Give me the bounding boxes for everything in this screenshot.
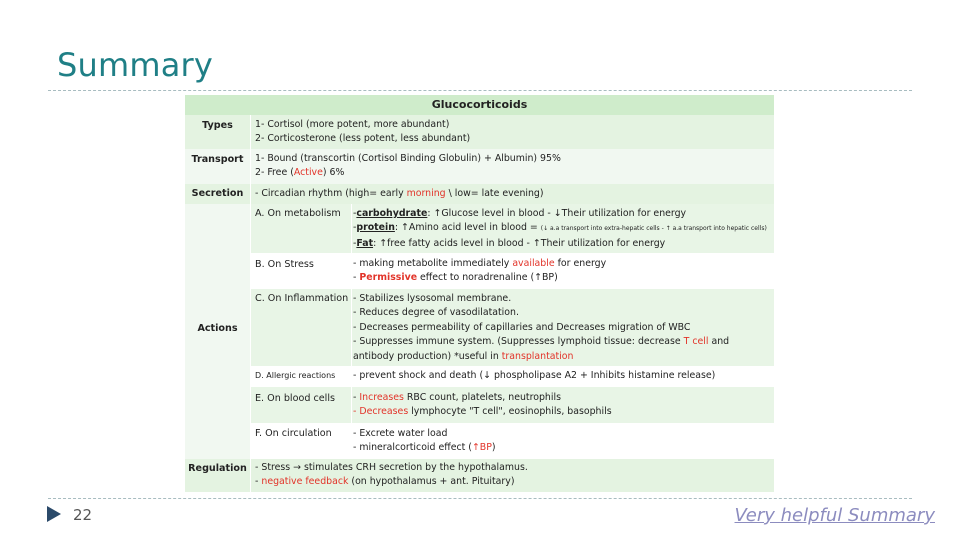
inflammation-line-2: - Reduces degree of vasodilatation. [353,307,519,319]
column-divider [250,115,251,492]
text: ) 6% [322,167,345,179]
row-label-regulation: Regulation [188,463,247,474]
text: - [353,392,360,403]
highlight-bp: ↑BP [471,442,492,454]
text: and [708,336,730,348]
regulation-content [255,461,770,490]
sub-circulation: F. On circulation [255,428,332,439]
text: - [255,476,262,488]
inflammation-line-5 [353,350,772,364]
blood-line-1 [353,391,772,405]
text: - Suppresses immune system. (Suppresses lymphoid tissue: decrease [353,336,684,348]
regulation-line-1: - Stress → stimulates CRH secretion by the hypothalamus. [255,462,528,473]
footer-divider [48,498,912,499]
metabolism-line-3: -Fat: ↑free fatty acids level in blood - ↑Their utilization for energy [353,237,666,249]
text: lymphocyte "T cell", eosinophils, basophils [408,406,612,418]
inflammation-line-1: - Stabilizes lysosomal membrane. [353,293,512,304]
types-line-1: 1- Cortisol (more potent, more abundant) [255,119,450,130]
key-protein: protein [356,222,395,234]
text: 2- Free ( [255,167,294,179]
highlight-decreases: Decreases [359,406,409,418]
types-line-2: 2- Corticosterone (less potent, less abundant) [255,133,471,145]
circulation-content [353,427,772,456]
action-stress [250,253,774,289]
table-header-title: Glucocorticoids [431,98,528,111]
row-label-actions: Actions [197,323,238,334]
text: (on hypothalamus + ant. Pituitary) [348,476,515,488]
sub-metabolism: A. On metabolism [255,208,341,219]
types-content [255,118,770,147]
footer-link[interactable]: Very helpful Summary [734,505,935,526]
text: : ↑Amino acid level in blood = [394,222,541,234]
action-circulation [250,423,774,459]
slide-title: Summary [57,46,214,84]
stress-line-2 [353,271,772,285]
text: RBC count, platelets, neutrophils [403,392,561,403]
key-fat: Fat [356,237,374,249]
text: - [353,406,360,418]
page-number: 22 [73,506,93,524]
sub-allergic: D. Allergic reactions [255,371,336,380]
regulation-line-2 [255,475,770,489]
sub-stress: B. On Stress [255,259,314,270]
action-allergic [250,366,774,387]
text: : ↑free fatty acids level in blood - ↑Their utilization for energy [373,237,666,249]
table-header [185,95,774,115]
text: - Circadian rhythm (high= early [255,188,407,199]
text: \ low= late evening) [445,188,544,199]
row-label-types: Types [202,120,233,131]
text: ) [491,442,496,454]
action-blood-cells [250,387,774,423]
row-secretion [185,184,774,204]
highlight-transplantation: transplantation [501,350,574,362]
blood-content [353,391,772,420]
inflammation-line-4 [353,335,772,349]
highlight-t-cell: T cell [683,336,709,348]
stress-line-1 [353,257,772,271]
secretion-content [255,187,770,201]
sub-inflammation: C. On Inflammation [255,293,349,304]
title-divider [48,90,912,91]
stress-content [353,257,772,286]
inflammation-content [353,292,772,364]
circulation-line-1: - Excrete water load [353,428,448,439]
text: for energy [554,258,607,269]
text: - making metabolite immediately [353,258,513,269]
text: effect to noradrenaline (↑BP) [417,272,558,284]
small-note: (↓ a.a transport into extra-hepatic cells - ↑ a.a transport into hepatic cells) [540,225,767,233]
highlight-increases: Increases [359,392,404,403]
highlight-available: available [512,258,555,269]
transport-content [255,152,770,181]
play-arrow-icon [47,506,61,522]
metabolism-content [353,207,772,251]
action-metabolism [250,204,774,253]
highlight-morning: morning [406,188,446,199]
highlight-active: Active [293,167,323,179]
text: : ↑Glucose level in blood - ↓Their utilization for energy [427,208,687,219]
inflammation-line-3: - Decreases permeability of capillaries and Decreases migration of WBC [353,321,691,333]
allergic-content: - prevent shock and death (↓ phospholipase A2 + Inhibits histamine release) [353,370,716,381]
text: antibody production) *useful in [353,350,502,362]
transport-line-2 [255,166,770,180]
row-types [185,115,774,149]
text: - [353,272,360,284]
blood-line-2 [353,405,772,419]
row-label-transport: Transport [191,154,244,165]
glucocorticoids-table [185,95,774,492]
text: - mineralcorticoid effect ( [353,442,472,454]
row-regulation [185,459,774,492]
key-carbohydrate: carbohydrate [356,208,428,219]
sub-blood-cells: E. On blood cells [255,393,335,404]
circulation-line-2 [353,441,772,455]
highlight-permissive: Permissive [359,272,418,284]
transport-line-1: 1- Bound (transcortin (Cortisol Binding Globulin) + Albumin) 95% [255,153,561,164]
action-inflammation [250,289,774,366]
metabolism-line-1: -carbohydrate: ↑Glucose level in blood - ↓Their utilization for energy [353,208,687,219]
row-transport [185,149,774,184]
column-divider [351,204,352,459]
row-label-secretion: Secretion [191,188,244,199]
highlight-negative-feedback: negative feedback [261,476,349,488]
metabolism-line-2: -protein: ↑Amino acid level in blood = (↓ a.a transport into extra-hepatic cells - ↑ a.a transport into hepatic cells) [353,222,767,234]
